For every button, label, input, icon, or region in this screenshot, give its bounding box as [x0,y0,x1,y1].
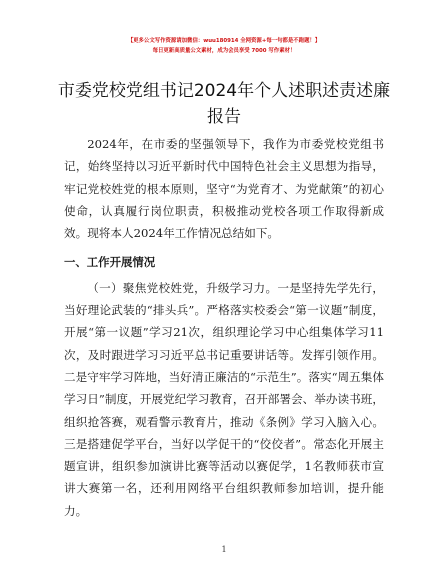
page-number: 1 [221,545,227,554]
promo-banner-line-2: 每日更新高质量公文素材，成为会员享受 7000 写作素材！ [152,48,296,54]
section-heading-work: 一、工作开展情况 [64,255,156,270]
promo-banner-line-1: 【更多公文写作资源请加微信：wuu180914 全网资源+每一句都是不跑题！】 [127,38,321,44]
section-paragraph: （一）聚焦党校姓党，升级学习力。一是坚持先学先行，当好理论武装的“排头兵”。严格落实校委会“第一议题”制度，开展“第一议题”学习21次，组织理论学习中心组集体学习11次，及时跟进学习习近平总书记重要讲话等。发挥引领作用。二是守牢学习阵地，当好清正廉洁的“示范生”。落实“周五集体学习日”制度，开展党纪学习教育，召开部署会、举办读书班，组织抢答赛，观看警示教育片，推动《条例》学习入脑入心。三是搭建促学平台，当好以学促干的“佼佼者”。常态化开展主题宣讲，组织参加演讲比赛等活动以赛促学，1名教师获市宣讲大赛第一名，还利用网络平台组织教师参加培训，提升能力。 [64,280,384,518]
document-title: 市委党校党组书记2024年个人述职述责述廉报告 [57,81,391,127]
intro-paragraph: 2024年，在市委的坚强领导下，我作为市委党校党组书记，始终坚持以习近平新时代中国特色社会主义思想为指导，牢记党校姓党的根本原则，坚守“为党育才、为党献策”的初心使命，认真履行岗位职责，积极推动党校各项工作取得新成效。现将本人2024年工作情况总结如下。 [64,137,384,241]
document-body [64,133,384,522]
